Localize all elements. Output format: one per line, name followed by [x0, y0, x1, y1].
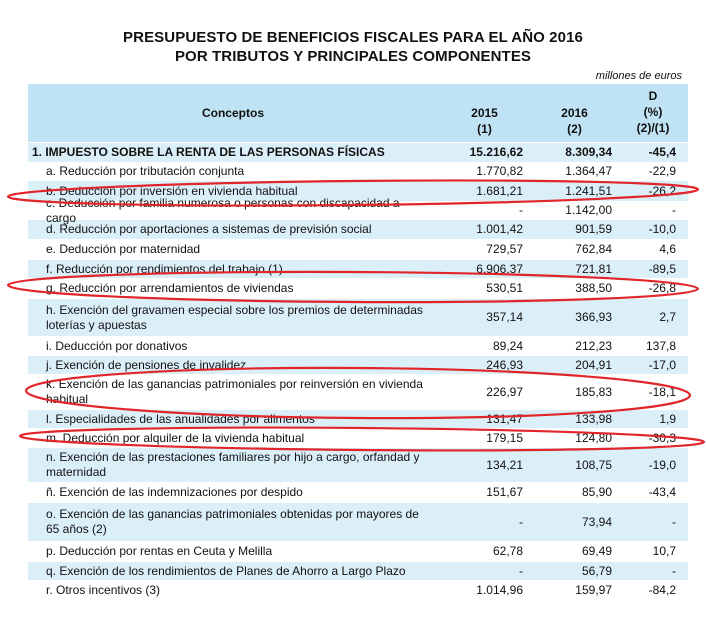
row-delta: -26,8	[648, 281, 676, 295]
row-concept: c. Deducción por familia numerosa o personas con discapacidad a cargo	[46, 195, 400, 225]
row-delta: -84,2	[648, 583, 676, 597]
benefits-table	[28, 84, 688, 600]
title-line-2: POR TRIBUTOS Y PRINCIPALES COMPONENTES	[174, 48, 532, 65]
table-row	[28, 298, 688, 336]
row-concept: e. Deducción por maternidad	[46, 242, 201, 256]
table-row	[28, 142, 688, 162]
row-value-2016: 185,83	[575, 384, 612, 399]
table-row	[28, 278, 688, 298]
row-value-2015: 226,97	[486, 384, 523, 399]
row-value-2016: 124,80	[575, 430, 612, 445]
row-delta: -17,0	[648, 357, 676, 372]
row-concept: n. Exención de las prestaciones familiares por hijo a cargo, orfandad y maternidad	[46, 450, 420, 479]
row-delta: -45,4	[648, 145, 676, 159]
row-delta: 10,7	[652, 544, 676, 558]
row-value-2016: 69,49	[581, 544, 612, 558]
row-concept: i. Deducción por donativos	[46, 338, 188, 353]
row-concept: b. Deducción por inversión en vivienda habitual	[46, 183, 298, 198]
row-delta: -	[672, 563, 676, 578]
header-2016-ref: (2)	[567, 122, 582, 136]
row-value-2016: 212,23	[575, 338, 612, 353]
table-header	[28, 84, 688, 142]
row-value-2015: 134,21	[486, 457, 523, 472]
row-value-2016: 388,50	[575, 281, 612, 295]
table-row	[28, 336, 688, 355]
row-value-2015: 729,57	[486, 242, 523, 256]
row-concept: q. Exención de los rendimientos de Planes de Ahorro a Largo Plazo	[46, 563, 406, 578]
header-2015	[438, 105, 531, 137]
table-row	[28, 259, 688, 278]
header-2015-ref: (1)	[477, 122, 492, 136]
row-value-2015: 179,15	[486, 430, 523, 445]
row-concept: m. Deducción por alquiler de la vivienda habitual	[46, 430, 305, 445]
row-value-2016: 366,93	[575, 310, 612, 324]
row-value-2016: 762,84	[575, 242, 612, 256]
row-value-2016: 901,59	[575, 222, 612, 236]
row-value-2016: 1.241,51	[565, 183, 612, 198]
row-value-2015: -	[519, 514, 523, 529]
row-value-2016: 159,97	[575, 583, 612, 597]
row-concept: d. Reducción por aportaciones a sistemas de previsión social	[46, 222, 372, 236]
row-delta: -22,9	[648, 164, 676, 178]
table-row	[28, 447, 688, 482]
row-delta: -89,5	[648, 261, 676, 276]
header-2016-year: 2016	[561, 106, 588, 120]
row-value-2015: 15.216,62	[469, 145, 523, 159]
row-concept: a. Reducción por tributación conjunta	[46, 164, 245, 178]
row-value-2015: -	[519, 203, 523, 217]
row-concept: 1. IMPUESTO SOBRE LA RENTA DE LAS PERSONAS FÍSICAS	[32, 145, 385, 159]
row-value-2015: 62,78	[492, 544, 523, 558]
row-delta: 2,7	[659, 310, 676, 324]
row-value-2016: 133,98	[575, 411, 612, 426]
row-value-2016: 85,90	[581, 485, 612, 499]
table-row	[28, 482, 688, 502]
header-delta-ratio: (2)/(1)	[636, 121, 670, 135]
row-value-2015: 151,67	[486, 485, 523, 499]
row-value-2015: 89,24	[492, 338, 523, 353]
table-row	[28, 195, 688, 225]
header-2016	[531, 105, 618, 137]
row-concept: ñ. Exención de las indemnizaciones por despido	[46, 485, 303, 499]
row-value-2016: 56,79	[581, 563, 612, 578]
row-delta: 4,6	[659, 242, 676, 256]
row-value-2016: 204,91	[575, 357, 612, 372]
row-concept: g. Reducción por arrendamientos de viviendas	[46, 281, 294, 295]
row-value-2015: 1.014,96	[476, 583, 523, 597]
row-value-2016: 1.364,47	[565, 164, 612, 178]
table-row	[28, 409, 688, 428]
page-title	[0, 28, 706, 66]
table-row	[28, 580, 688, 600]
units-note: millones de euros	[595, 70, 682, 82]
row-delta: -43,4	[648, 485, 676, 499]
row-value-2016: 73,94	[581, 514, 612, 529]
row-delta: -19,0	[648, 457, 676, 472]
row-delta: -30,3	[648, 430, 676, 445]
row-value-2016: 8.309,34	[565, 145, 612, 159]
row-value-2015: 131,47	[486, 411, 523, 426]
table-row	[28, 561, 688, 580]
row-value-2016: 721,81	[575, 261, 612, 276]
table-row	[28, 162, 688, 180]
table-row	[28, 239, 688, 259]
table-body	[28, 142, 688, 600]
row-delta: 137,8	[645, 338, 676, 353]
row-concept: r. Otros incentivos (3)	[46, 583, 161, 597]
row-concept: j. Exención de pensiones de invalidez	[46, 357, 247, 372]
row-delta: -	[672, 203, 676, 217]
row-concept: o. Exención de las ganancias patrimoniales obtenidas por mayores de 65 años (2)	[46, 507, 419, 536]
row-value-2015: 1.681,21	[476, 183, 523, 198]
header-concepts: Conceptos	[201, 106, 264, 120]
table-row	[28, 355, 688, 374]
header-2015-year: 2015	[471, 106, 498, 120]
table-row	[28, 428, 688, 447]
row-delta: -18,1	[648, 384, 676, 399]
row-delta: 1,9	[659, 411, 676, 426]
row-delta: -10,0	[648, 222, 676, 236]
header-delta-pct: (%)	[643, 105, 663, 119]
row-value-2016: 108,75	[575, 457, 612, 472]
table-row	[28, 219, 688, 239]
row-value-2015: -	[519, 563, 523, 578]
row-delta: -	[672, 514, 676, 529]
row-concept: f. Reducción por rendimientos del trabajo (1)	[46, 261, 283, 276]
row-concept: p. Deducción por rentas en Ceuta y Melilla	[46, 544, 273, 558]
row-concept: h. Exención del gravamen especial sobre los premios de determinadas loterías y apuestas	[46, 302, 423, 332]
row-value-2015: 357,14	[486, 310, 523, 324]
table-row	[28, 374, 688, 409]
row-concept: k. Exención de las ganancias patrimoniales por reinversión en vivienda habitual	[46, 377, 423, 406]
header-delta-label: D	[648, 89, 658, 103]
row-value-2015: 530,51	[486, 281, 523, 295]
row-value-2015: 246,93	[486, 357, 523, 372]
row-concept: l. Especialidades de las anualidades por alimentos	[46, 411, 315, 426]
row-value-2015: 1.770,82	[476, 164, 523, 178]
row-delta: -26,2	[648, 183, 676, 198]
row-value-2016: 1.142,00	[565, 203, 612, 217]
table-row	[28, 541, 688, 561]
title-line-1: PRESUPUESTO DE BENEFICIOS FISCALES PARA EL AÑO 2016	[123, 29, 583, 46]
row-value-2015: 1.001,42	[476, 222, 523, 236]
header-delta	[618, 88, 688, 136]
row-value-2015: 6.906,37	[476, 261, 523, 276]
table-row	[28, 502, 688, 541]
